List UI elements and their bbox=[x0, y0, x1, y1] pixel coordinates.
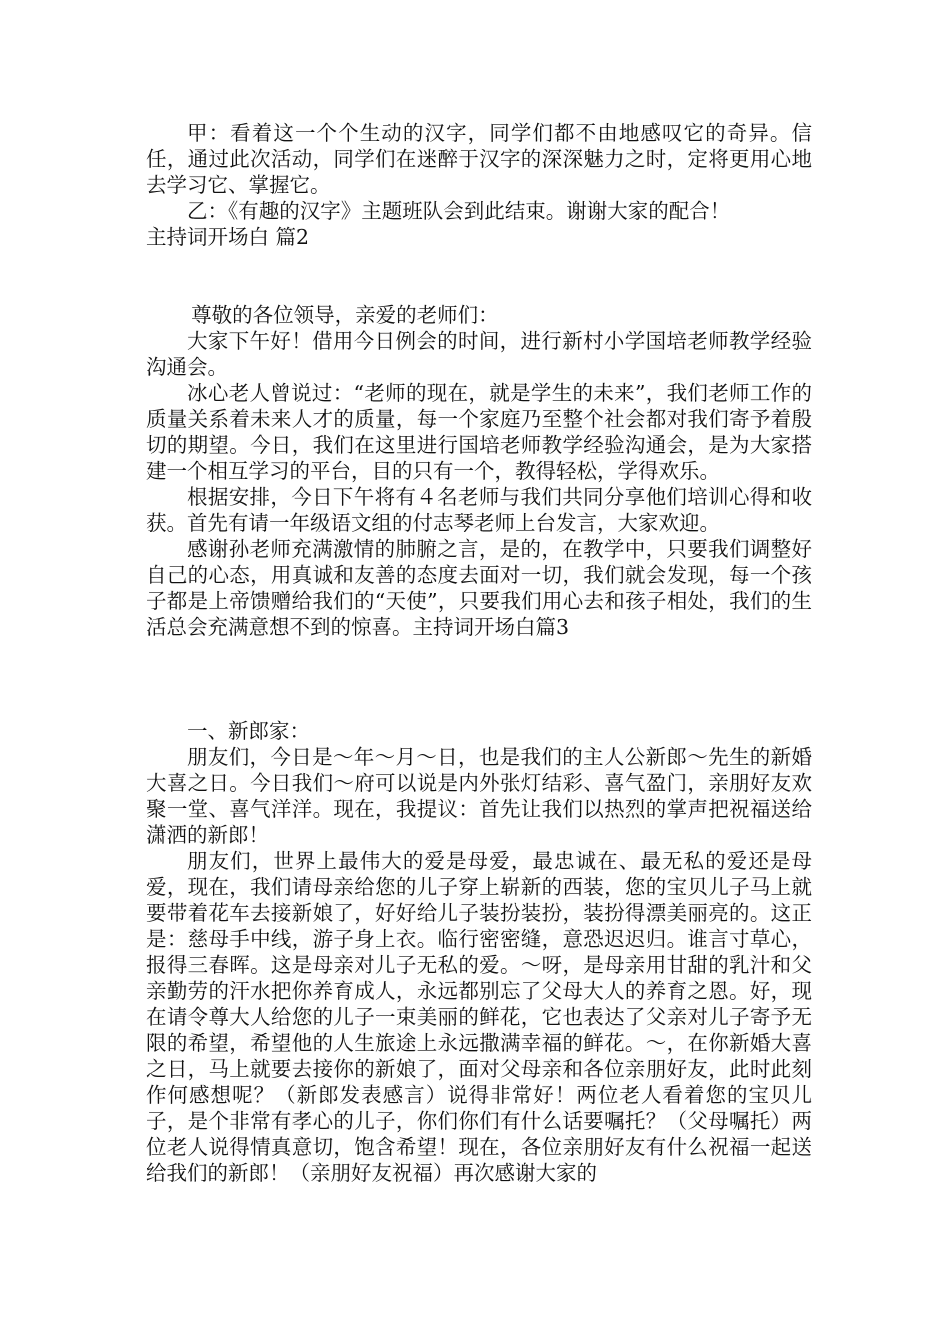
paragraph-thanks: 感谢孙老师充满激情的肺腑之言，是的，在教学中，只要我们调整好自己的心态，用真诚和友善的态度去面对一切，我们就会发现，每一个孩子都是上帝馈赠给我们的“天使”，只要我们用心去和孩子相处，我们的生活总会充满意想不到的惊喜。主持词开场白篇3 bbox=[146, 537, 812, 639]
paragraph-meeting-end: 乙：《有趣的汉字》主题班队会到此结束。谢谢大家的配合！ bbox=[187, 199, 731, 223]
spacer bbox=[146, 250, 812, 302]
subheading-groom-home: 一、新郎家： bbox=[187, 719, 310, 743]
paragraph-quote: 冰心老人曾说过：“老师的现在，就是学生的未来”，我们老师工作的质量关系着未来人才的质量，每一个家庭乃至整个社会都对我们寄予着殷切的期望。今日，我们在这里进行国培老师教学经验沟通会，是为大家搭建一个相互学习的平台，目的只有一个，教得轻松，学得欢乐。 bbox=[146, 381, 812, 483]
paragraph-closing-remarks: 甲：看着这一个个生动的汉字，同学们都不由地感叹它的奇异。信任，通过此次活动，同学们在迷醉于汉字的深深魅力之时，定将更用心地去学习它、掌握它。 bbox=[146, 121, 812, 197]
spacer bbox=[146, 640, 812, 718]
salutation: 尊敬的各位领导，亲爱的老师们： bbox=[191, 303, 499, 327]
paragraph-arrangement: 根据安排，今日下午将有４名老师与我们共同分享他们培训心得和收获。首先有请一年级语文组的付志琴老师上台发言，大家欢迎。 bbox=[146, 485, 812, 535]
section-heading-2: 主持词开场白 篇2 bbox=[146, 225, 310, 249]
document-page bbox=[146, 120, 812, 1186]
paragraph-greeting: 大家下午好！借用今日例会的时间，进行新村小学国培老师教学经验沟通会。 bbox=[146, 329, 812, 379]
paragraph-wedding-intro: 朋友们，今日是～年～月～日，也是我们的主人公新郎～先生的新婚大喜之日。今日我们～府可以说是内外张灯结彩、喜气盈门，亲朋好友欢聚一堂、喜气洋洋。现在，我提议：首先让我们以热烈的掌声把祝福送给潇洒的新郎！ bbox=[146, 745, 812, 847]
paragraph-mother-love: 朋友们，世界上最伟大的爱是母爱，最忠诚在、最无私的爱还是母爱，现在，我们请母亲给您的儿子穿上崭新的西装，您的宝贝儿子马上就要带着花车去接新娘了，好好给儿子装扮装扮，装扮得漂美丽亮的。这正是：慈母手中线，游子身上衣。临行密密缝，意恐迟迟归。谁言寸草心，报得三春晖。这是母亲对儿子无私的爱。～呀，是母亲用甘甜的乳汁和父亲勤劳的汗水把你养育成人，永远都别忘了父母大人的养育之恩。好，现在请令尊大人给您的儿子一束美丽的鲜花，它也表达了父亲对儿子寄予无限的希望，希望他的人生旅途上永远撒满幸福的鲜花。～，在你新婚大喜之日，马上就要去接你的新娘了，面对父母亲和各位亲朋好友，此时此刻作何感想呢？（新郎发表感言）说得非常好！两位老人看着您的宝贝儿子，是个非常有孝心的儿子，你们你们有什么话要嘱托？（父母嘱托）两位老人说得情真意切，饱含希望！现在，各位亲朋好友有什么祝福一起送给我们的新郎！（亲朋好友祝福）再次感谢大家的 bbox=[146, 849, 812, 1185]
